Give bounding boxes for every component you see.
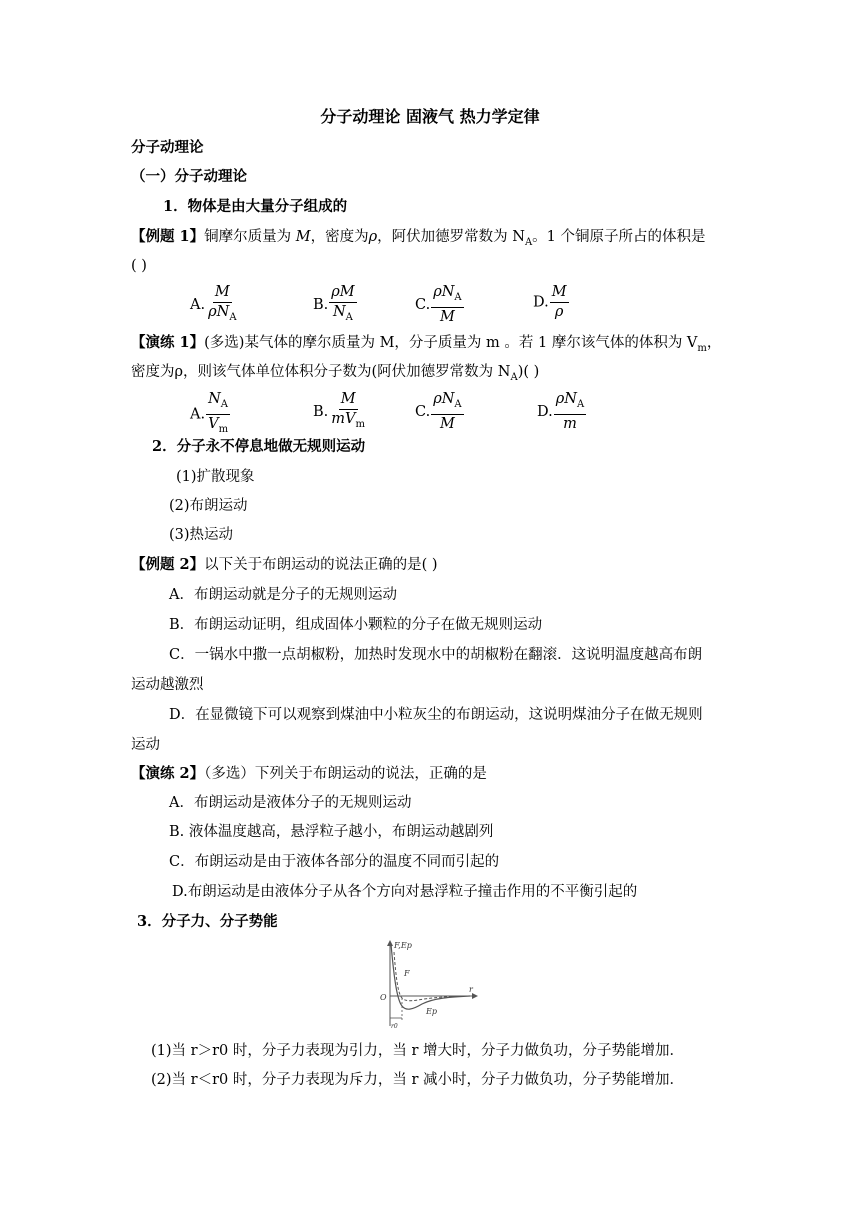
y-axis-arrow	[387, 940, 393, 946]
list-item: (3)热运动	[169, 527, 234, 543]
example-1-option-a: A. $\frac{M}{\rho N_A}$	[190, 283, 239, 327]
practice-2-option-b: B. 液体温度越高，悬浮粒子越小，布朗运动越剧列	[169, 824, 494, 840]
section-heading: 分子动理论	[131, 139, 204, 156]
practice-1-text: 【演练 1】(多选)某气体的摩尔质量为 M，分子质量为 m 。若 1 摩尔该气体的体积为 $V_m$，	[131, 334, 722, 354]
example-2-option-b: B．布朗运动证明，组成固体小颗粒的分子在做无规则运动	[169, 617, 543, 633]
fraction: $\frac{\rho N_A}{M}$	[433, 284, 462, 325]
example-1-tag: 【例题 1】	[131, 228, 205, 245]
example-1-option-b: B. $\frac{\rho M}{N_A}$	[313, 283, 357, 327]
example-2-option-c-cont: 运动越激烈	[131, 677, 204, 693]
force-label: F	[404, 969, 410, 978]
practice-2-option-a: A．布朗运动是液体分子的无规则运动	[169, 795, 412, 811]
practice-2-tag: 【演练 2】	[131, 765, 205, 782]
fraction: $\frac{N_A}{V_m}$	[208, 391, 229, 435]
list-item: (2)布朗运动	[169, 498, 248, 514]
practice-2-option-c: C．布朗运动是由于液体各部分的温度不同而引起的	[169, 854, 500, 870]
example-2-text: 【例题 2】以下关于布朗运动的说法正确的是( )	[131, 556, 438, 573]
point-3-heading: 3．分子力、分子势能	[137, 913, 278, 930]
practice-1-option-c: C. $\frac{\rho N_A}{M}$	[415, 391, 462, 432]
x-axis-label: r	[469, 985, 473, 994]
r0-label: r0	[391, 1023, 398, 1030]
fraction: $\frac{\rho N_A}{m}$	[555, 391, 585, 432]
point-2-heading: 2．分子永不停息地做无规则运动	[152, 438, 366, 455]
practice-2-option-d: D.布朗运动是由液体分子从各个方向对悬浮粒子撞击作用的不平衡引起的	[172, 884, 638, 900]
subsection-heading: （一）分子动理论	[131, 168, 247, 185]
fraction: $\frac{M}{\rho N_A}$	[208, 284, 237, 323]
example-1-option-c: C. $\frac{\rho N_A}{M}$	[415, 284, 462, 325]
example-2-option-d: D．在显微镜下可以观察到煤油中小粒灰尘的布朗运动，这说明煤油分子在做无规则	[169, 707, 703, 723]
fraction: $\frac{M}{\rho}$	[551, 284, 567, 320]
potential-energy-label: Ep	[426, 1007, 437, 1016]
potential-energy-curve	[391, 944, 470, 1009]
practice-1-option-a: A. $\frac{N_A}{V_m}$	[190, 390, 230, 439]
practice-1-option-d: D. $\frac{\rho N_A}{m}$	[537, 391, 585, 432]
list-item: (1)扩散现象	[176, 469, 255, 485]
fraction: $\frac{\rho M}{N_A}$	[331, 284, 355, 323]
practice-1-text-cont: 密度为ρ，则该气体单位体积分子数为(阿伏加德罗常数为 $N_A$)( )	[131, 364, 540, 383]
practice-2-text: 【演练 2】（多选）下列关于布朗运动的说法，正确的是	[131, 765, 487, 782]
fraction: $\frac{M}{mV_m}$	[331, 391, 365, 430]
example-2-option-a: A．布朗运动就是分子的无规则运动	[169, 587, 397, 603]
example-1-option-d: D. $\frac{M}{\rho}$	[533, 284, 567, 320]
practice-1-tag: 【演练 1】	[131, 334, 205, 351]
example-2-option-c: C．一锅水中撒一点胡椒粉，加热时发现水中的胡椒粉在翻滚．这说明温度越高布朗	[169, 647, 703, 663]
rule-1: (1)当 r＞r0 时，分子力表现为引力，当 r 增大时，分子力做负功，分子势能增加．	[151, 1043, 684, 1059]
example-2-tag: 【例题 2】	[131, 556, 205, 573]
example-1-answer-blank: ( )	[131, 258, 147, 274]
fraction: $\frac{\rho N_A}{M}$	[433, 391, 462, 432]
page-title: 分子动理论 固液气 热力学定律	[320, 107, 540, 126]
y-axis-label: F,Ep	[394, 941, 412, 950]
point-1-heading: 1．物体是由大量分子组成的	[163, 198, 348, 215]
rule-2: (2)当 r＜r0 时，分子力表现为斥力，当 r 减小时，分子力做负功，分子势能增加．	[151, 1072, 684, 1088]
x-axis-arrow	[472, 993, 478, 999]
origin-label: O	[380, 993, 387, 1002]
example-1-text: 【例题 1】铜摩尔质量为 M，密度为ρ，阿伏加德罗常数为 $N_A$。1 个铜原子所占的体积是	[131, 228, 706, 248]
practice-1-option-b: B. $\frac{M}{mV_m}$	[313, 390, 367, 434]
example-2-option-d-cont: 运动	[131, 737, 160, 753]
molecular-force-graph	[374, 938, 480, 1030]
